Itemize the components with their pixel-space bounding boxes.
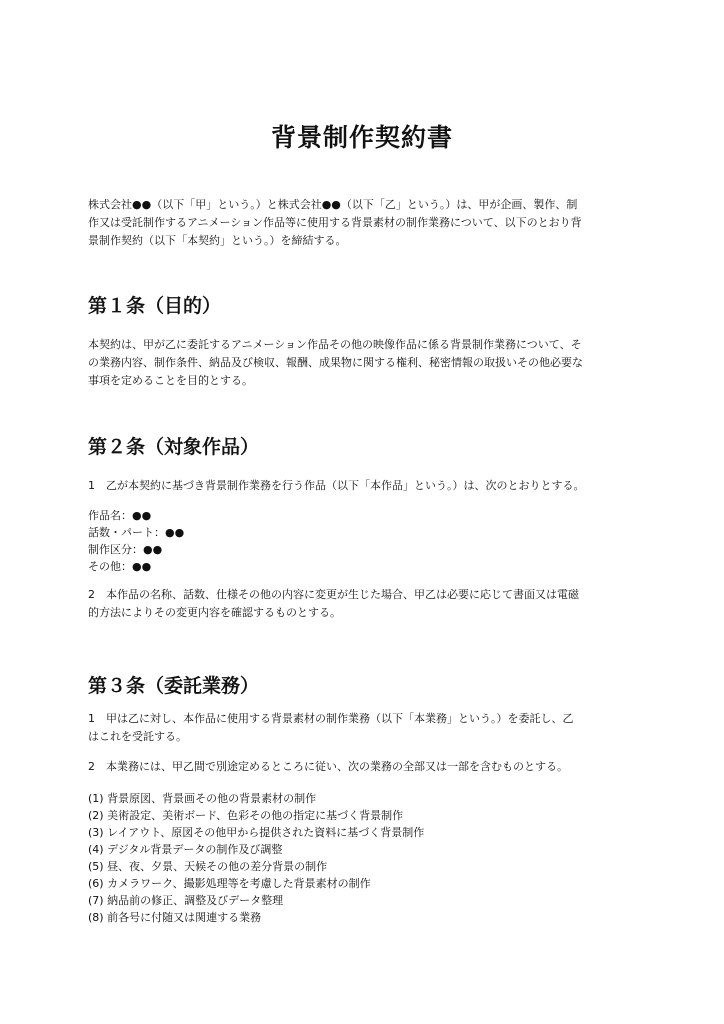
field-category: 制作区分：●● [88,543,163,556]
article-2-clause-1: 1 乙が本契約に基づき背景制作業務を行う作品（以下「本作品」という。）は、次のとおりとする。 [88,479,585,492]
article-2-clause-2: 2 本作品の名称、話数、仕様その他の内容に変更が生じた場合、甲乙は必要に応じて書面又は電磁 的方法によりその変更内容を確認するものとする。 [88,588,579,619]
list-item: (8) 前各号に付随又は関連する業務 [88,911,262,924]
document-title: 背景制作契約書 [270,123,453,152]
intro-paragraph: 株式会社●●（以下「甲」という。）と株式会社●●（以下「乙」という。）は、甲が企画、製作、制 作又は受託制作するアニメーション作品等に使用する背景素材の制作業務について、以下のとおり背 景制作契約（以下「本契約」という。）を締結する。 [88,198,582,247]
list-item: (5) 昼、夜、夕景、天候その他の差分背景の制作 [88,860,328,873]
field-episode-part: 話数・パート：●● [88,526,185,539]
article-1-body: 本契約は、甲が乙に委託するアニメーション作品その他の映像作品に係る背景制作業務について、そ の業務内容、制作条件、納品及び検収、報酬、成果物に関する権利、秘密情報の取扱いその他必要な 事項を定めることを目的とする。 [88,338,583,387]
list-item: (6) カメラワーク、撮影処理等を考慮した背景素材の制作 [88,877,371,890]
article-1-heading: 第１条（目的） [88,295,222,317]
list-item: (2) 美術設定、美術ボード、色彩その他の指定に基づく背景制作 [88,809,404,822]
article-3-clause-1: 1 甲は乙に対し、本作品に使用する背景素材の制作業務（以下「本業務」という。）を委託し、乙 はこれを受託する。 [88,712,574,743]
article-3-clause-2: 2 本業務には、甲乙間で別途定めるところに従い、次の業務の全部又は一部を含むものとする。 [88,760,568,773]
list-item: (4) デジタル背景データの制作及び調整 [88,843,283,856]
field-title: 作品名：●● [88,509,152,522]
article-3-heading: 第３条（委託業務） [88,675,260,697]
list-item: (7) 納品前の修正、調整及びデータ整理 [88,894,284,907]
field-other: その他：●● [88,560,152,573]
article-3-item-list [88,790,636,926]
list-item: (3) レイアウト、原図その他甲から提供された資料に基づく背景制作 [88,826,425,839]
list-item: (1) 背景原図、背景画その他の背景素材の制作 [88,792,317,805]
article-2-heading: 第２条（対象作品） [88,436,260,458]
article-2-field-list [88,507,636,575]
